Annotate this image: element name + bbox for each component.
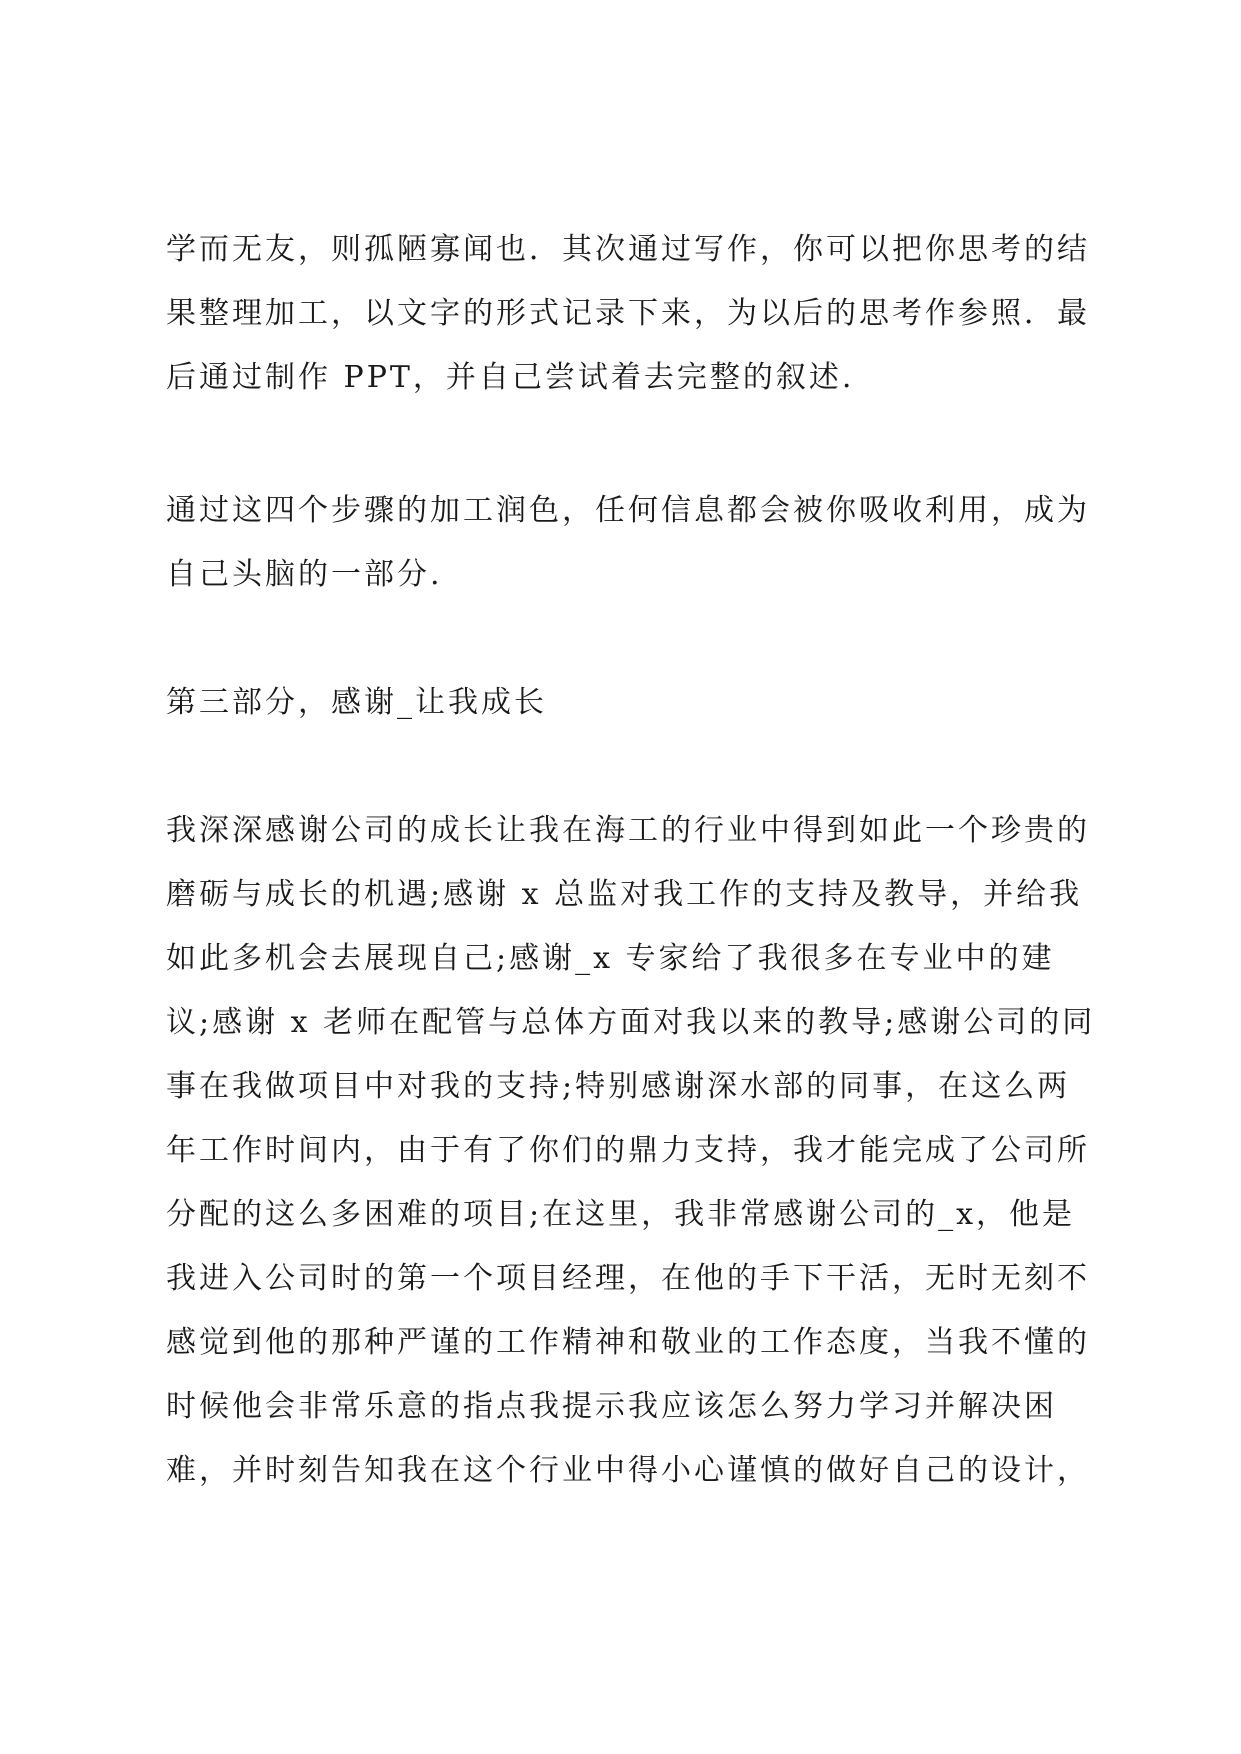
text-line: 如此多机会去展现自己;感谢_x 专家给了我很多在专业中的建 (166, 941, 1055, 976)
text-line: 磨砺与成长的机遇;感谢 x 总监对我工作的支持及教导，并给我 (166, 877, 1083, 912)
text-line: 学而无友，则孤陋寡闻也．其次通过写作，你可以把你思考的结 (166, 232, 1090, 267)
text-line: 自己头脑的一部分. (166, 557, 443, 592)
text-line: 我进入公司时的第一个项目经理，在他的手下干活，无时无刻不 (166, 1261, 1090, 1296)
text-line: 果整理加工，以文字的形式记录下来，为以后的思考作参照．最 (166, 296, 1090, 331)
text-line: 分配的这么多困难的项目;在这里，我非常感谢公司的_x，他是 (166, 1197, 1076, 1232)
text-line: 难，并时刻告知我在这个行业中得小心谨慎的做好自己的设计， (166, 1453, 1090, 1488)
text-line: 年工作时间内，由于有了你们的鼎力支持，我才能完成了公司所 (166, 1133, 1090, 1168)
section-heading: 第三部分，感谢_让我成长 (166, 685, 547, 720)
text-line: 事在我做项目中对我的支持;特别感谢深水部的同事，在这么两 (166, 1069, 1071, 1104)
text-line: 议;感谢 x 老师在配管与总体方面对我以来的教导;感谢公司的同 (166, 1005, 1096, 1040)
text-line: 后通过制作 PPT，并自己尝试着去完整的叙述. (166, 360, 855, 395)
text-line: 通过这四个步骤的加工润色，任何信息都会被你吸收利用，成为 (166, 493, 1090, 528)
text-line: 感觉到他的那种严谨的工作精神和敬业的工作态度，当我不懂的 (166, 1325, 1090, 1360)
text-line: 时候他会非常乐意的指点我提示我应该怎么努力学习并解决困 (166, 1389, 1057, 1424)
text-line: 我深深感谢公司的成长让我在海工的行业中得到如此一个珍贵的 (166, 813, 1090, 848)
